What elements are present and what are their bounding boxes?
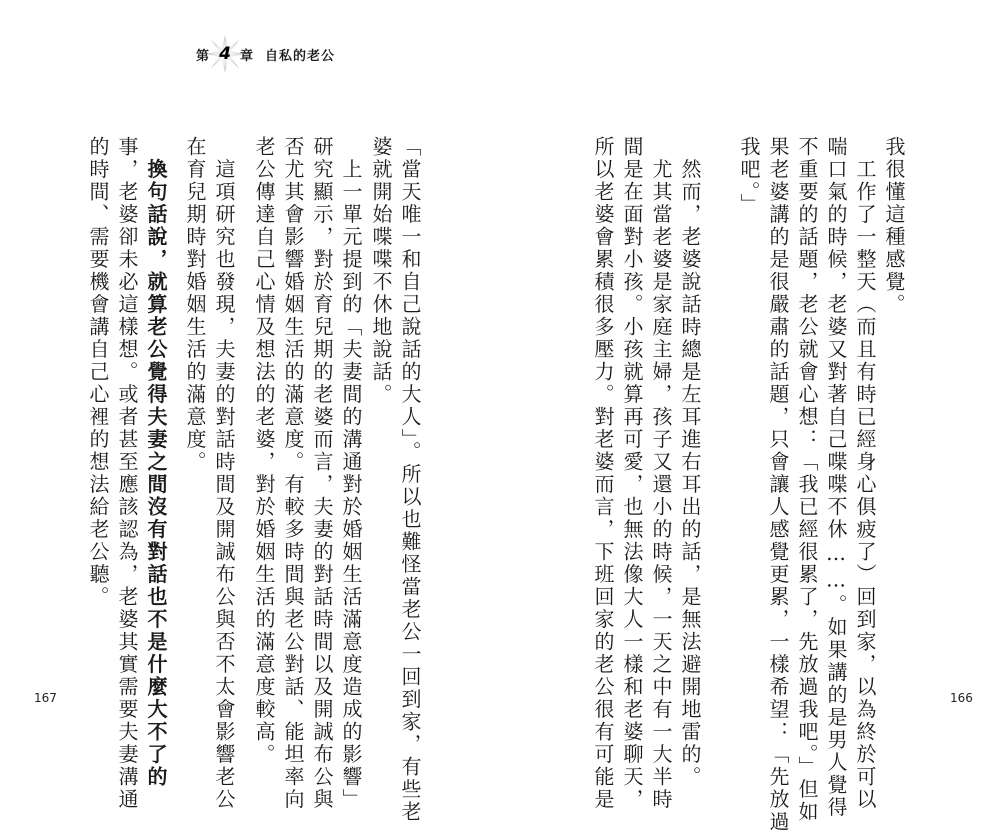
text-column: 這項研究也發現，夫妻的對話時間及開誠布公與否不太會影響老公 xyxy=(212,136,236,811)
chapter-title: 自私的老公 xyxy=(265,48,336,64)
text-column: 不重要的話題，老公就會心想：「我已經很累了，先放過我吧。」但如 xyxy=(795,136,819,824)
text-column: 婆就開始喋喋不休地說話。 xyxy=(369,136,393,406)
text-column: 我吧。」 xyxy=(737,136,761,216)
chapter-number-badge xyxy=(212,41,238,67)
page-number-right: 166 xyxy=(950,691,973,705)
text-column: 喘口氣的時候，老婆又對著自己喋喋不休……。如果講的是男人覺得 xyxy=(824,136,848,819)
text-column: 上一單元提到的「夫妻間的溝通對於婚姻生活滿意度造成的影響」 xyxy=(339,136,363,811)
text-column: 所以老婆會累積很多壓力。對老婆而言，下班回家的老公很有可能是 xyxy=(591,136,615,811)
text-column: 老公傳達自己心情及想法的老婆，對於婚姻生活的滿意度較高。 xyxy=(252,136,276,766)
text-column: 果老婆講的是很嚴肅的話題，只會讓人感覺更累，一樣希望：「先放過 xyxy=(766,136,790,834)
text-column-emphasis: 換句話說，就算老公覺得夫妻之間沒有對話也不是什麼大不了的 xyxy=(144,136,168,789)
chapter-prefix: 第 xyxy=(196,48,211,64)
text-column: 「當天唯一和自己說話的大人」。所以也難怪當老公一回到家，有些老 xyxy=(398,136,422,824)
page-number-left: 167 xyxy=(34,691,57,705)
text-column: 在育兒期時對婚姻生活的滿意度。 xyxy=(183,136,207,474)
text-column: 的時間、需要機會講自己心裡的想法給老公聽。 xyxy=(86,136,110,609)
text-column: 尤其當老婆是家庭主婦，孩子又還小的時候，一天之中有一大半時 xyxy=(649,136,673,811)
running-header xyxy=(196,40,335,68)
text-column: 研究顯示，對於育兒期的老婆而言，夫妻的對話時間以及開誠布公與 xyxy=(310,136,334,811)
text-column: 間是在面對小孩。小孩就算再可愛，也無法像大人一樣和老婆聊天， xyxy=(620,136,644,811)
chapter-number: 4 xyxy=(219,44,231,64)
text-column: 否尤其會影響婚姻生活的滿意度。有較多時間與老公對話、能坦率向 xyxy=(281,136,305,811)
text-column: 事，老婆卻未必這樣想。或者甚至應該認為，老婆其實需要夫妻溝通 xyxy=(115,136,139,811)
text-column: 我很懂這種感覺。 xyxy=(882,136,906,316)
text-column: 然而，老婆說話時總是左耳進右耳出的話，是無法避開地雷的。 xyxy=(678,136,702,789)
chapter-suffix: 章 xyxy=(240,48,254,64)
text-column: 工作了一整天（而且有時已經身心俱疲了）回到家，以為終於可以 xyxy=(853,136,877,811)
